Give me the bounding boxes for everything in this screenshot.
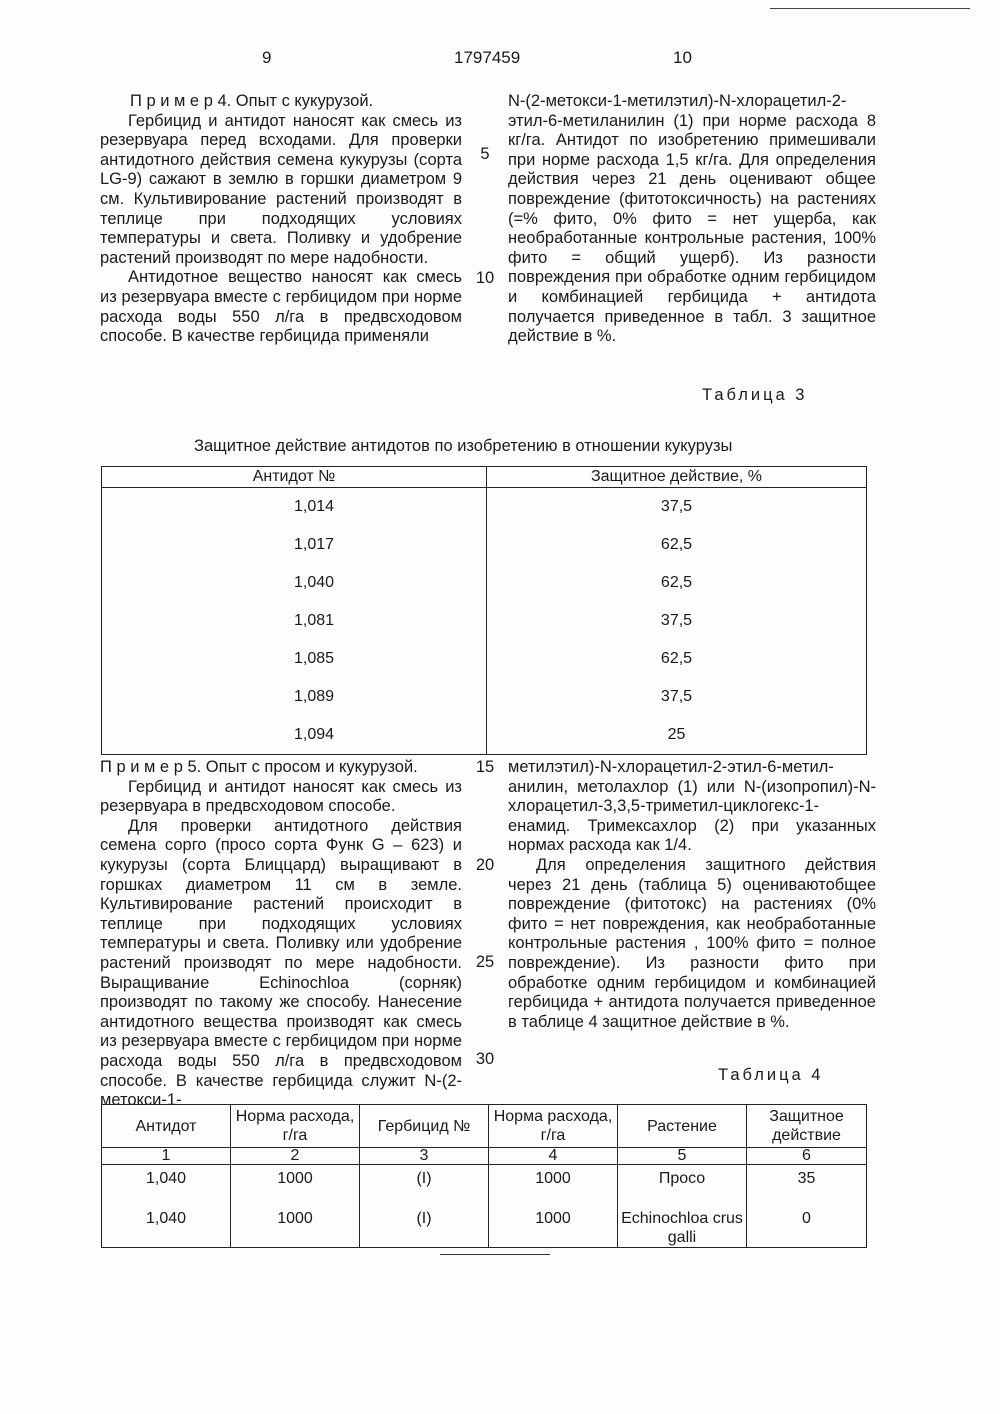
column-number: 1 xyxy=(102,1148,231,1165)
table-cell: 1,040 xyxy=(102,1165,231,1206)
table-row xyxy=(102,526,867,564)
table-cell: Echinochloa crus galli xyxy=(618,1205,747,1248)
left-column-bottom xyxy=(100,758,462,1111)
table-cell: 1,081 xyxy=(102,602,487,640)
table-header: Антидот № xyxy=(102,467,487,488)
table-cell: 37,5 xyxy=(660,612,693,629)
table-cell: 1,040 xyxy=(102,1205,231,1248)
table-cell: 1,040 xyxy=(102,564,487,602)
table-cell: 1000 xyxy=(231,1205,360,1248)
table-3-title: Защитное действие антидотов по изобретению в отношении кукурузы xyxy=(194,437,733,455)
bottom-rule xyxy=(440,1254,550,1255)
table-cell: Просо xyxy=(618,1165,747,1206)
column-number: 4 xyxy=(489,1148,618,1165)
page-number-right: 10 xyxy=(673,48,692,67)
right-column-top xyxy=(508,92,876,347)
column-number: 6 xyxy=(747,1148,867,1165)
table-cell: 35 xyxy=(747,1165,867,1206)
table-row xyxy=(102,488,867,527)
paragraph: Для проверки антидотного действия семена сорго (просо сорта Функ G – 623) и кукурузы (сорта Блиццард) выращивают в горшках диаметром 11 см в земле. Культивирование растений происходит в теплице при подходящих условиях температуры и света. Поливку или удобрение растений производят по мере надобности. Выращивание Echinochloa (сорняк) производят по такому же способу. Нанесение антидотного вещества производят как смесь из резервуара вместе с гербицидом при норме расхода воды 550 л/га в предвсходовом способе. В качестве гербицида служит N-(2-метокси-1- xyxy=(100,816,462,1110)
column-number: 3 xyxy=(360,1148,489,1165)
table-3 xyxy=(101,466,867,755)
table-row xyxy=(102,678,867,716)
paragraph: Антидотное вещество наносят как смесь из резервуара вместе с гербицидом при норме расхода воды 550 л/га в предвсходовом способе. В качестве гербицида применяли xyxy=(100,268,462,346)
table-cell: 1,014 xyxy=(102,488,487,527)
table-header: Растение xyxy=(618,1105,747,1148)
table-cell: 1,085 xyxy=(102,640,487,678)
paragraph: Гербицид и антидот наносят как смесь из резервуара в предвсходовом способе. xyxy=(100,777,462,816)
table-4-caption: Таблица 4 xyxy=(718,1066,824,1084)
table-cell: (I) xyxy=(360,1165,489,1206)
patent-number: 1797459 xyxy=(454,48,521,67)
table-4 xyxy=(101,1104,867,1248)
table-row xyxy=(102,640,867,678)
table-header: Антидот xyxy=(102,1105,231,1148)
table-row xyxy=(102,716,867,755)
column-number: 5 xyxy=(618,1148,747,1165)
table-header: Защитное действие xyxy=(747,1105,867,1148)
line-number: 20 xyxy=(475,856,495,874)
table-header: Гербицид № xyxy=(360,1105,489,1148)
paragraph: N-(2-метокси-1-метилэтил)-N-хлорацетил-2-этил-6-метиланилин (1) при норме расхода 8 кг/га. Антидот по изобретению примешивали при норме расхода 1,5 кг/га. Для определения действия через 21 день оценивают общее повреждение (фитотоксичность) на растениях (=% фито, 0% фито = нет ущерба, как необработанные контрольные растения, 100% фито = общий ущерб). Из разности повреждения при обработке одним гербицидом и комбинацией гербицида + антидота получается приведенное в табл. 3 защитное действие в %. xyxy=(508,92,876,346)
table-row xyxy=(102,1165,867,1206)
table-cell: 1,017 xyxy=(102,526,487,564)
table-header: Норма расхода, г/га xyxy=(231,1105,360,1148)
table-header: Защитное действие, % xyxy=(487,467,867,488)
top-rule xyxy=(770,8,970,9)
table-cell: 0 xyxy=(747,1205,867,1248)
example-5-heading: П р и м е р 5. Опыт с просом и кукурузой. xyxy=(100,758,418,776)
table-cell: 62,5 xyxy=(660,574,693,591)
line-number: 25 xyxy=(475,953,495,971)
table-cell: 62,5 xyxy=(660,536,693,553)
table-cell: 1000 xyxy=(231,1165,360,1206)
table-row xyxy=(102,602,867,640)
line-number: 10 xyxy=(475,269,495,287)
column-number: 2 xyxy=(231,1148,360,1165)
table-cell: 37,5 xyxy=(660,688,693,705)
table-cell: 1000 xyxy=(489,1205,618,1248)
table-row xyxy=(102,1205,867,1248)
left-column-top xyxy=(100,92,462,347)
paragraph: Гербицид и антидот наносят как смесь из резервуара перед всходами. Для проверки антидотного действия семена кукурузы (сорта LG-9) сажают в землю в горшки диаметром 9 см. Культивирование растений производят в теплице при подходящих условиях температуры и света. Поливку и удобрение растений производят по мере надобности. xyxy=(100,111,462,267)
table-cell: (I) xyxy=(360,1205,489,1248)
right-column-bottom xyxy=(508,758,876,1032)
table-cell: 37,5 xyxy=(660,498,693,515)
example-4-heading: П р и м е р 4. Опыт с кукурузой. xyxy=(130,92,374,110)
table-cell: 1,089 xyxy=(102,678,487,716)
column-number-row xyxy=(102,1148,867,1165)
table-cell: 1,094 xyxy=(102,716,487,755)
table-cell: 62,5 xyxy=(660,650,693,667)
table-header: Норма расхода, г/га xyxy=(489,1105,618,1148)
page-number-left: 9 xyxy=(262,48,272,67)
table-cell: 1000 xyxy=(489,1165,618,1206)
line-number: 30 xyxy=(475,1050,495,1068)
paragraph: метилэтил)-N-хлорацетил-2-этил-6-метил-анилин, метолахлор (1) или N-(изопропил)-N-хлорацетил-3,3,5-триметил-циклогекс-1-енамид. Тримексахлор (2) при указанных нормах расхода как 1/4. xyxy=(508,758,876,855)
line-number: 15 xyxy=(475,758,495,776)
table-row xyxy=(102,564,867,602)
table-3-caption: Таблица 3 xyxy=(702,386,808,404)
line-number: 5 xyxy=(480,145,490,163)
table-cell: 25 xyxy=(667,726,686,743)
paragraph: Для определения защитного действия через 21 день (таблица 5) оцениваютобщее повреждение (фитотокс) на растениях (0% фито = нет повреждения, как необработанные контрольные растения , 100% фито = полное повреждение). Из разности фито при обработке одним гербицидом и комбинацией гербицида + антидота получается приведенное в таблице 4 защитное действие в %. xyxy=(508,855,876,1031)
